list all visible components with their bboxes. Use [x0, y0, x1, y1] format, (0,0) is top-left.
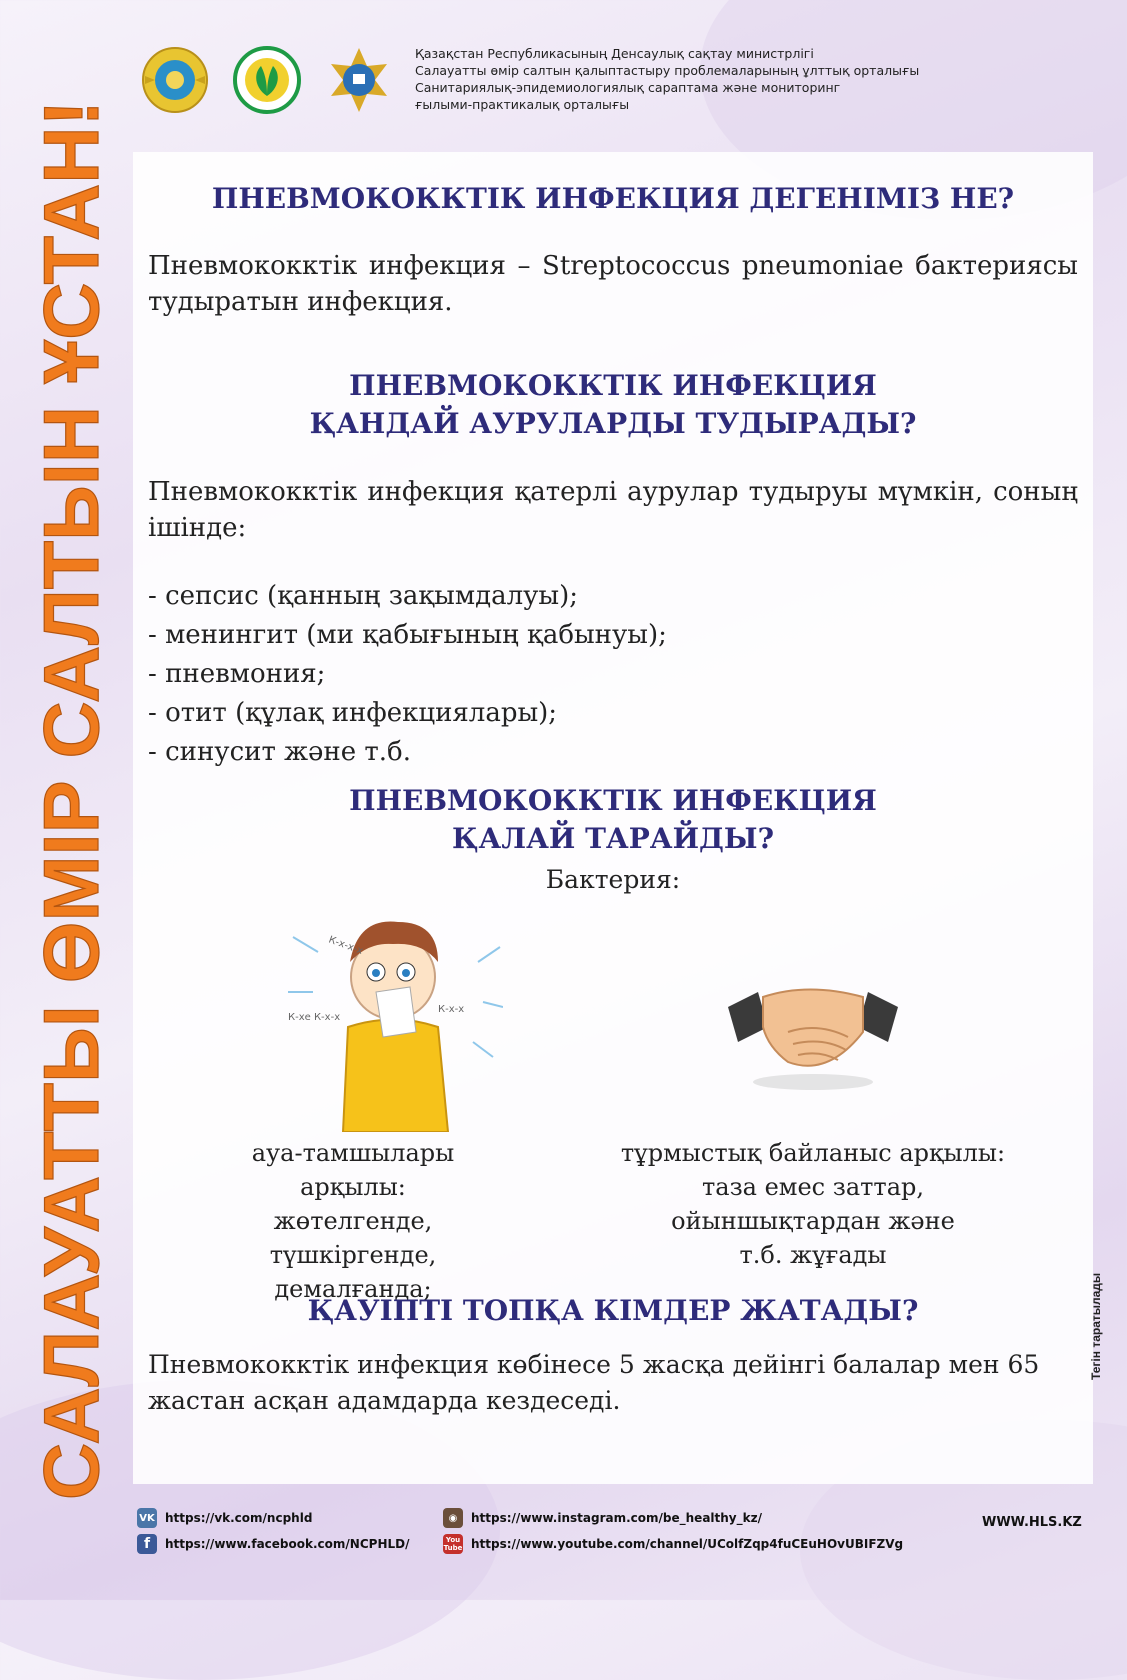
- caption-line: жөтелгенде, түшкіргенде,: [269, 1207, 437, 1269]
- sneeze-text: К-х-х-х: [326, 934, 365, 958]
- caption-line: т.б. жұғады: [739, 1241, 887, 1269]
- list-item: - менингит (ми қабығының қабынуы);: [148, 616, 667, 655]
- vertical-slogan: [20, 90, 120, 1510]
- vk-icon: VK: [137, 1508, 157, 1528]
- youtube-icon: You Tube: [443, 1536, 463, 1552]
- disease-list: [148, 577, 667, 772]
- airborne-caption: [203, 1136, 503, 1306]
- list-item: - сепсис (қанның зақымдалуы);: [148, 577, 667, 616]
- organization-header: [415, 45, 919, 113]
- content-panel: [133, 152, 1093, 1484]
- section-title-spread-line2: ҚАЛАЙ ТАРАЙДЫ?: [452, 822, 774, 855]
- state-emblem-logo: [140, 45, 210, 115]
- caption-line: тұрмыстық байланыс арқылы:: [620, 1139, 1006, 1167]
- caption-line: ауа-тамшылары арқылы:: [251, 1139, 455, 1201]
- instagram-icon: ◉: [443, 1508, 463, 1528]
- youtube-link[interactable]: https://www.youtube.com/channel/UColfZqp4fuCEuHOvUBIFZVg: [471, 1537, 904, 1551]
- section-title-diseases-line1: ПНЕВМОКОККТІК ИНФЕКЦИЯ: [349, 369, 877, 402]
- site-link[interactable]: WWW.HLS.KZ: [982, 1515, 1082, 1530]
- section-text-what: Пневмококктік инфекция – Streptococcus pneumoniae бактериясы тудыратын инфекция.: [148, 251, 1078, 317]
- sanepid-center-logo: [324, 45, 394, 115]
- list-item: - отит (құлақ инфекциялары);: [148, 694, 667, 733]
- org-line: ғылыми-практикалық орталығы: [415, 97, 630, 112]
- section-text-risk: Пневмококктік инфекция көбінесе 5 жасқа дейінгі балалар мен 65 жастан асқан адамдарда кездеседі.: [148, 1350, 1040, 1415]
- section-title-diseases-line2: ҚАНДАЙ АУРУЛАРДЫ ТУДЫРАДЫ?: [309, 407, 917, 440]
- vk-link[interactable]: https://vk.com/ncphld: [165, 1511, 313, 1525]
- instagram-link[interactable]: https://www.instagram.com/be_healthy_kz/: [471, 1511, 762, 1525]
- footer-left: [137, 1505, 409, 1557]
- facebook-icon: f: [137, 1534, 157, 1554]
- logo-row: [140, 45, 394, 115]
- contact-caption: [603, 1136, 1023, 1272]
- section-title-what: ПНЕВМОКОККТІК ИНФЕКЦИЯ ДЕГЕНІМІЗ НЕ?: [211, 182, 1015, 215]
- sneeze-text: К-х-х: [438, 1004, 465, 1015]
- handshake-illustration: [728, 982, 898, 1092]
- section-title-risk: ҚАУІПТІ ТОПҚА КІМДЕР ЖАТАДЫ?: [307, 1294, 919, 1327]
- sneezing-boy-illustration: [288, 892, 503, 1132]
- list-item: - синусит және т.б.: [148, 733, 667, 772]
- sneeze-text: К-хе К-х-х: [288, 1012, 341, 1023]
- caption-line: ойыншықтардан және: [671, 1207, 955, 1235]
- caption-line: таза емес заттар,: [701, 1173, 924, 1201]
- org-line: Қазақстан Республикасының Денсаулық сақтау министрлігі: [415, 46, 814, 61]
- free-distribution-note: [1080, 1240, 1110, 1390]
- bacteria-subtitle: Бактерия:: [545, 865, 681, 894]
- section-text-diseases: Пневмококктік инфекция қатерлі аурулар тудыруы мүмкін, соның ішінде:: [148, 477, 1078, 543]
- side-note-text: Тегін таратылады: [1089, 1272, 1103, 1380]
- org-line: Салауатты өмір салтын қалыптастыру проблемаларының ұлттық орталығы: [415, 63, 920, 78]
- caption-line: демалғанда;: [274, 1275, 432, 1303]
- list-item: - пневмония;: [148, 655, 667, 694]
- slogan-text: САЛАУАТТЫ ӨМІР САЛТЫН ҰСТАН!: [27, 123, 115, 1500]
- section-title-spread-line1: ПНЕВМОКОККТІК ИНФЕКЦИЯ: [349, 784, 877, 817]
- facebook-link[interactable]: https://www.facebook.com/NCPHLD/: [165, 1537, 410, 1551]
- health-center-logo: [232, 45, 302, 115]
- footer-middle: [443, 1505, 903, 1557]
- org-line: Санитариялық-эпидемиологиялық сараптама және мониторинг: [415, 80, 841, 95]
